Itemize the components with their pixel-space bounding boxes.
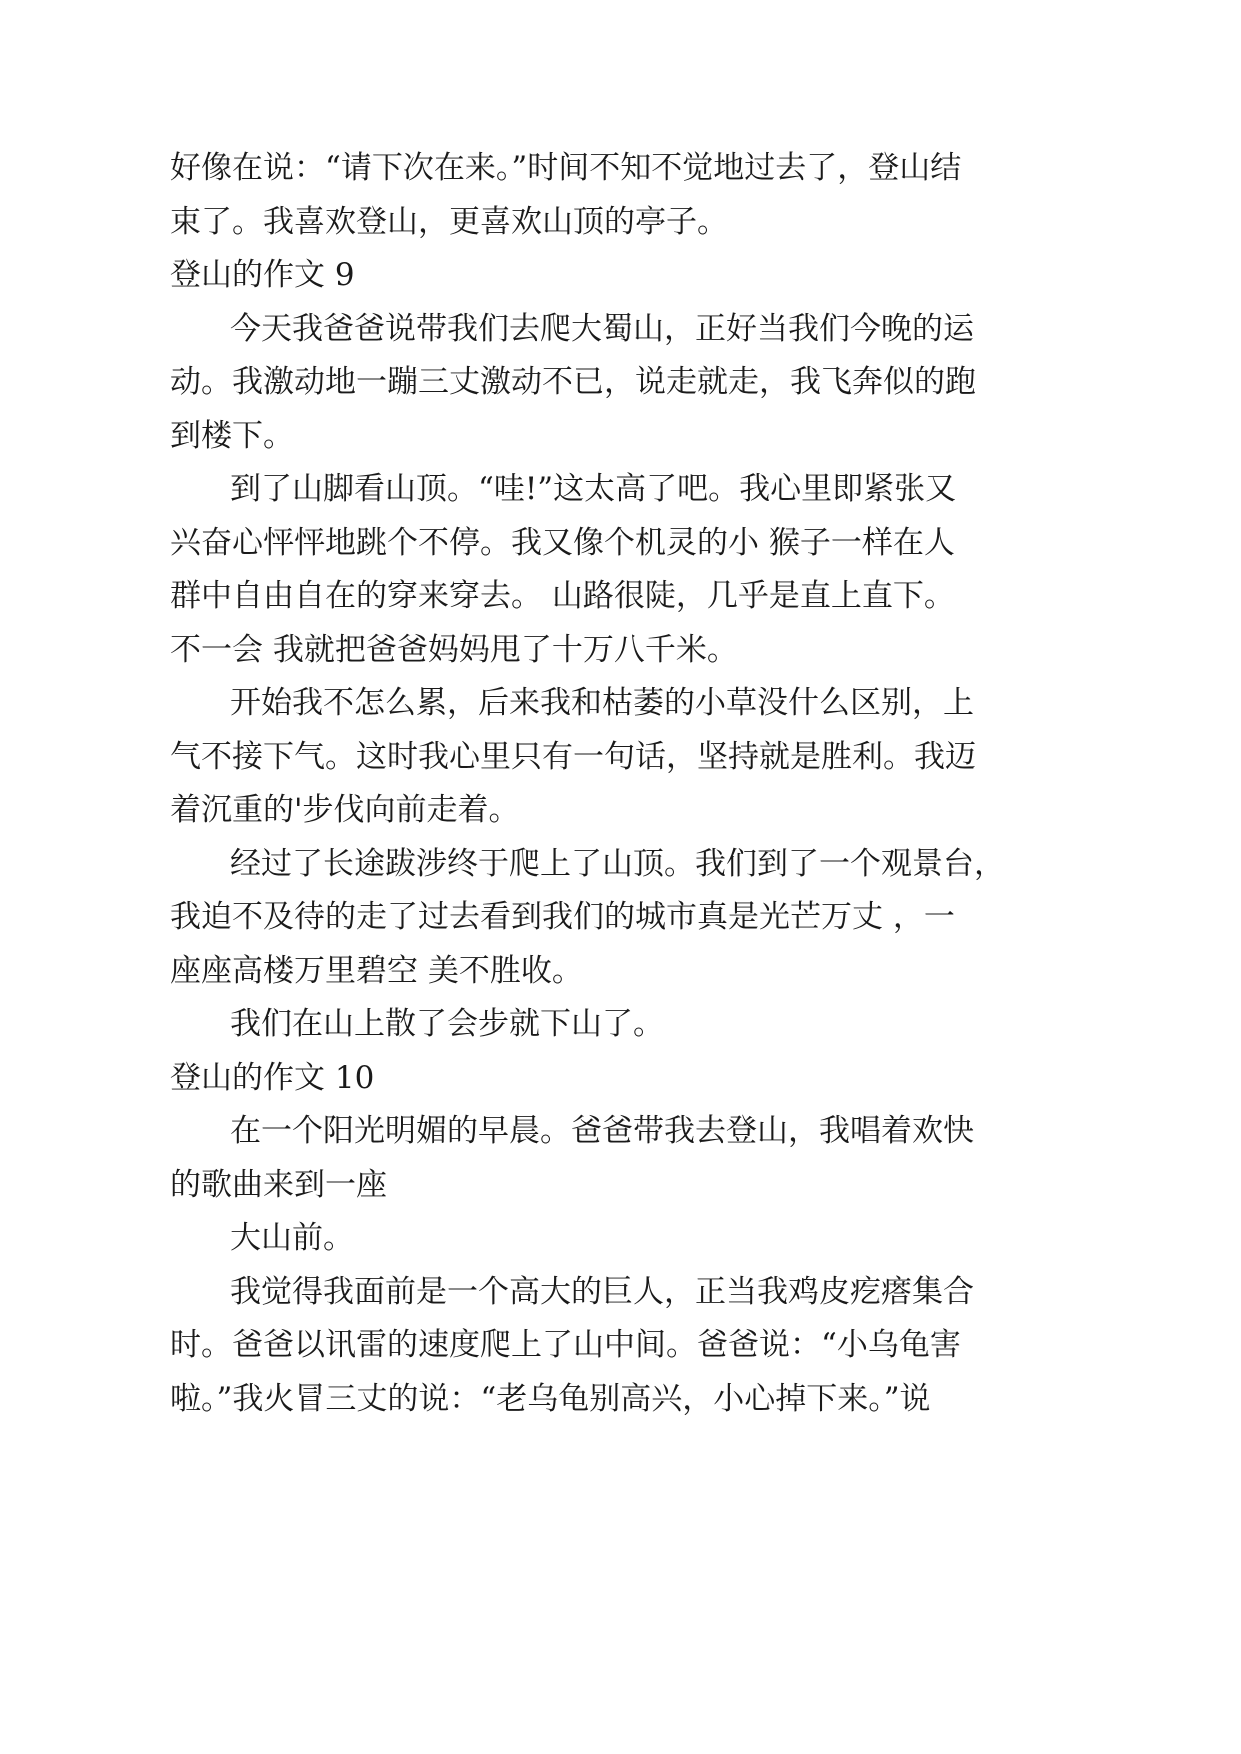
text-line: 好像在说：“请下次在来。”时间不知不觉地过去了，登山结 [170,150,962,186]
text-line: 束了。我喜欢登山，更喜欢山顶的亭子。 [170,204,728,240]
paragraph-first-line: 今天我爸爸说带我们去爬大蜀山，正好当我们今晚的运 [230,311,974,347]
paragraph-first-line: 在一个阳光明媚的早晨。爸爸带我去登山，我唱着欢快 [230,1113,974,1149]
text-line: 动。我激动地一蹦三丈激动不已，说走就走，我飞奔似的跑 [170,364,976,400]
paragraph-first-line: 我们在山上散了会步就下山了。 [230,1006,664,1042]
text-line: 不一会 我就把爸爸妈妈甩了十万八千米。 [170,632,738,668]
text-line: 啦。”我火冒三丈的说：“老乌龟别高兴，小心掉下来。”说 [170,1381,931,1417]
text-line: 着沉重的'步伐向前走着。 [170,792,520,828]
paragraph-first-line: 大山前。 [230,1220,354,1256]
paragraph-first-line: 到了山脚看山顶。“哇!”这太高了吧。我心里即紧张又 [230,471,957,507]
text-line: 到楼下。 [170,418,294,454]
section-heading: 登山的作文 10 [170,1060,375,1096]
section-heading: 登山的作文 9 [170,257,355,293]
text-line: 我迫不及待的走了过去看到我们的城市真是光芒万丈 ，一 [170,899,955,935]
text-line: 群中自由自在的穿来穿去。 山路很陡，几乎是直上直下。 [170,578,955,614]
text-line: 的歌曲来到一座 [170,1167,387,1203]
paragraph-first-line: 我觉得我面前是一个高大的巨人，正当我鸡皮疙瘩集合 [230,1274,974,1310]
text-line: 座座高楼万里碧空 美不胜收。 [170,953,583,989]
text-line: 兴奋心怦怦地跳个不停。我又像个机灵的小 猴子一样在人 [170,525,955,561]
text-line: 时。爸爸以讯雷的速度爬上了山中间。爸爸说：“小乌龟害 [170,1327,961,1363]
text-line: 气不接下气。这时我心里只有一句话，坚持就是胜利。我迈 [170,739,976,775]
paragraph-first-line: 开始我不怎么累，后来我和枯萎的小草没什么区别，上 [230,685,974,721]
paragraph-first-line: 经过了长途跋涉终于爬上了山顶。我们到了一个观景台， [230,846,1005,882]
